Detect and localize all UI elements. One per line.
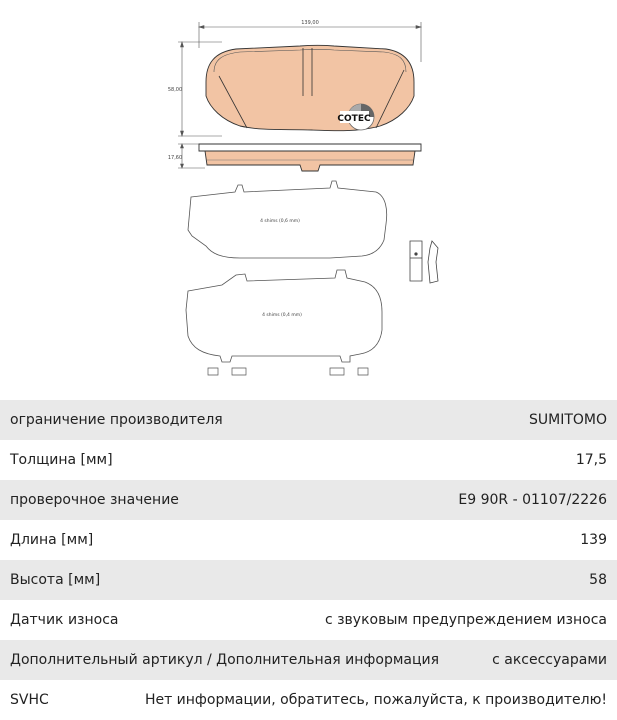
spec-value: E9 90R - 01107/2226 — [458, 492, 607, 508]
spec-row-wear-sensor — [0, 600, 617, 640]
spec-row-manufacturer-restriction — [0, 400, 617, 440]
specifications-table — [0, 400, 617, 720]
spec-row-thickness — [0, 440, 617, 480]
spec-value: SUMITOMO — [528, 412, 607, 428]
dimension-height-label: 58,00 — [167, 87, 183, 93]
shim-note-2: 4 shims (0,4 mm) — [262, 313, 302, 318]
spec-label: Дополнительный артикул / Дополнительная информация — [10, 652, 440, 668]
pad-front-view — [206, 45, 414, 131]
spec-value: 139 — [580, 532, 607, 548]
spec-value: 17,5 — [575, 452, 607, 468]
shim-outline-2 — [186, 270, 382, 375]
spec-row-height — [0, 560, 617, 600]
spec-label: Длина [мм] — [10, 532, 94, 548]
shim-outline-1 — [188, 181, 387, 258]
spec-row-length — [0, 520, 617, 560]
pad-side-view — [199, 144, 421, 171]
cotec-logo-text: COTEC — [337, 114, 371, 124]
spec-label: Толщина [мм] — [10, 452, 113, 468]
wear-sensor-clip — [410, 241, 438, 283]
spec-row-svhc — [0, 680, 617, 720]
spec-value: с аксессуарами — [492, 652, 607, 668]
shim-note-1: 4 shims (0,6 mm) — [260, 219, 300, 224]
spec-value: 58 — [589, 572, 607, 588]
spec-value: Нет информации, обратитесь, пожалуйста, к производителю! — [144, 692, 607, 708]
spec-label: проверочное значение — [10, 492, 179, 508]
dimension-thickness-label: 17,60 — [167, 155, 183, 161]
spec-row-test-mark — [0, 480, 617, 520]
spec-row-additional-info — [0, 640, 617, 680]
spec-label: Высота [мм] — [10, 572, 101, 588]
spec-label: Датчик износа — [10, 612, 119, 628]
spec-value: с звуковым предупреждением износа — [324, 612, 607, 628]
spec-label: ограничение производителя — [10, 412, 223, 428]
spec-label: SVHC — [10, 692, 49, 708]
dimension-length-label: 139,00 — [301, 20, 319, 26]
